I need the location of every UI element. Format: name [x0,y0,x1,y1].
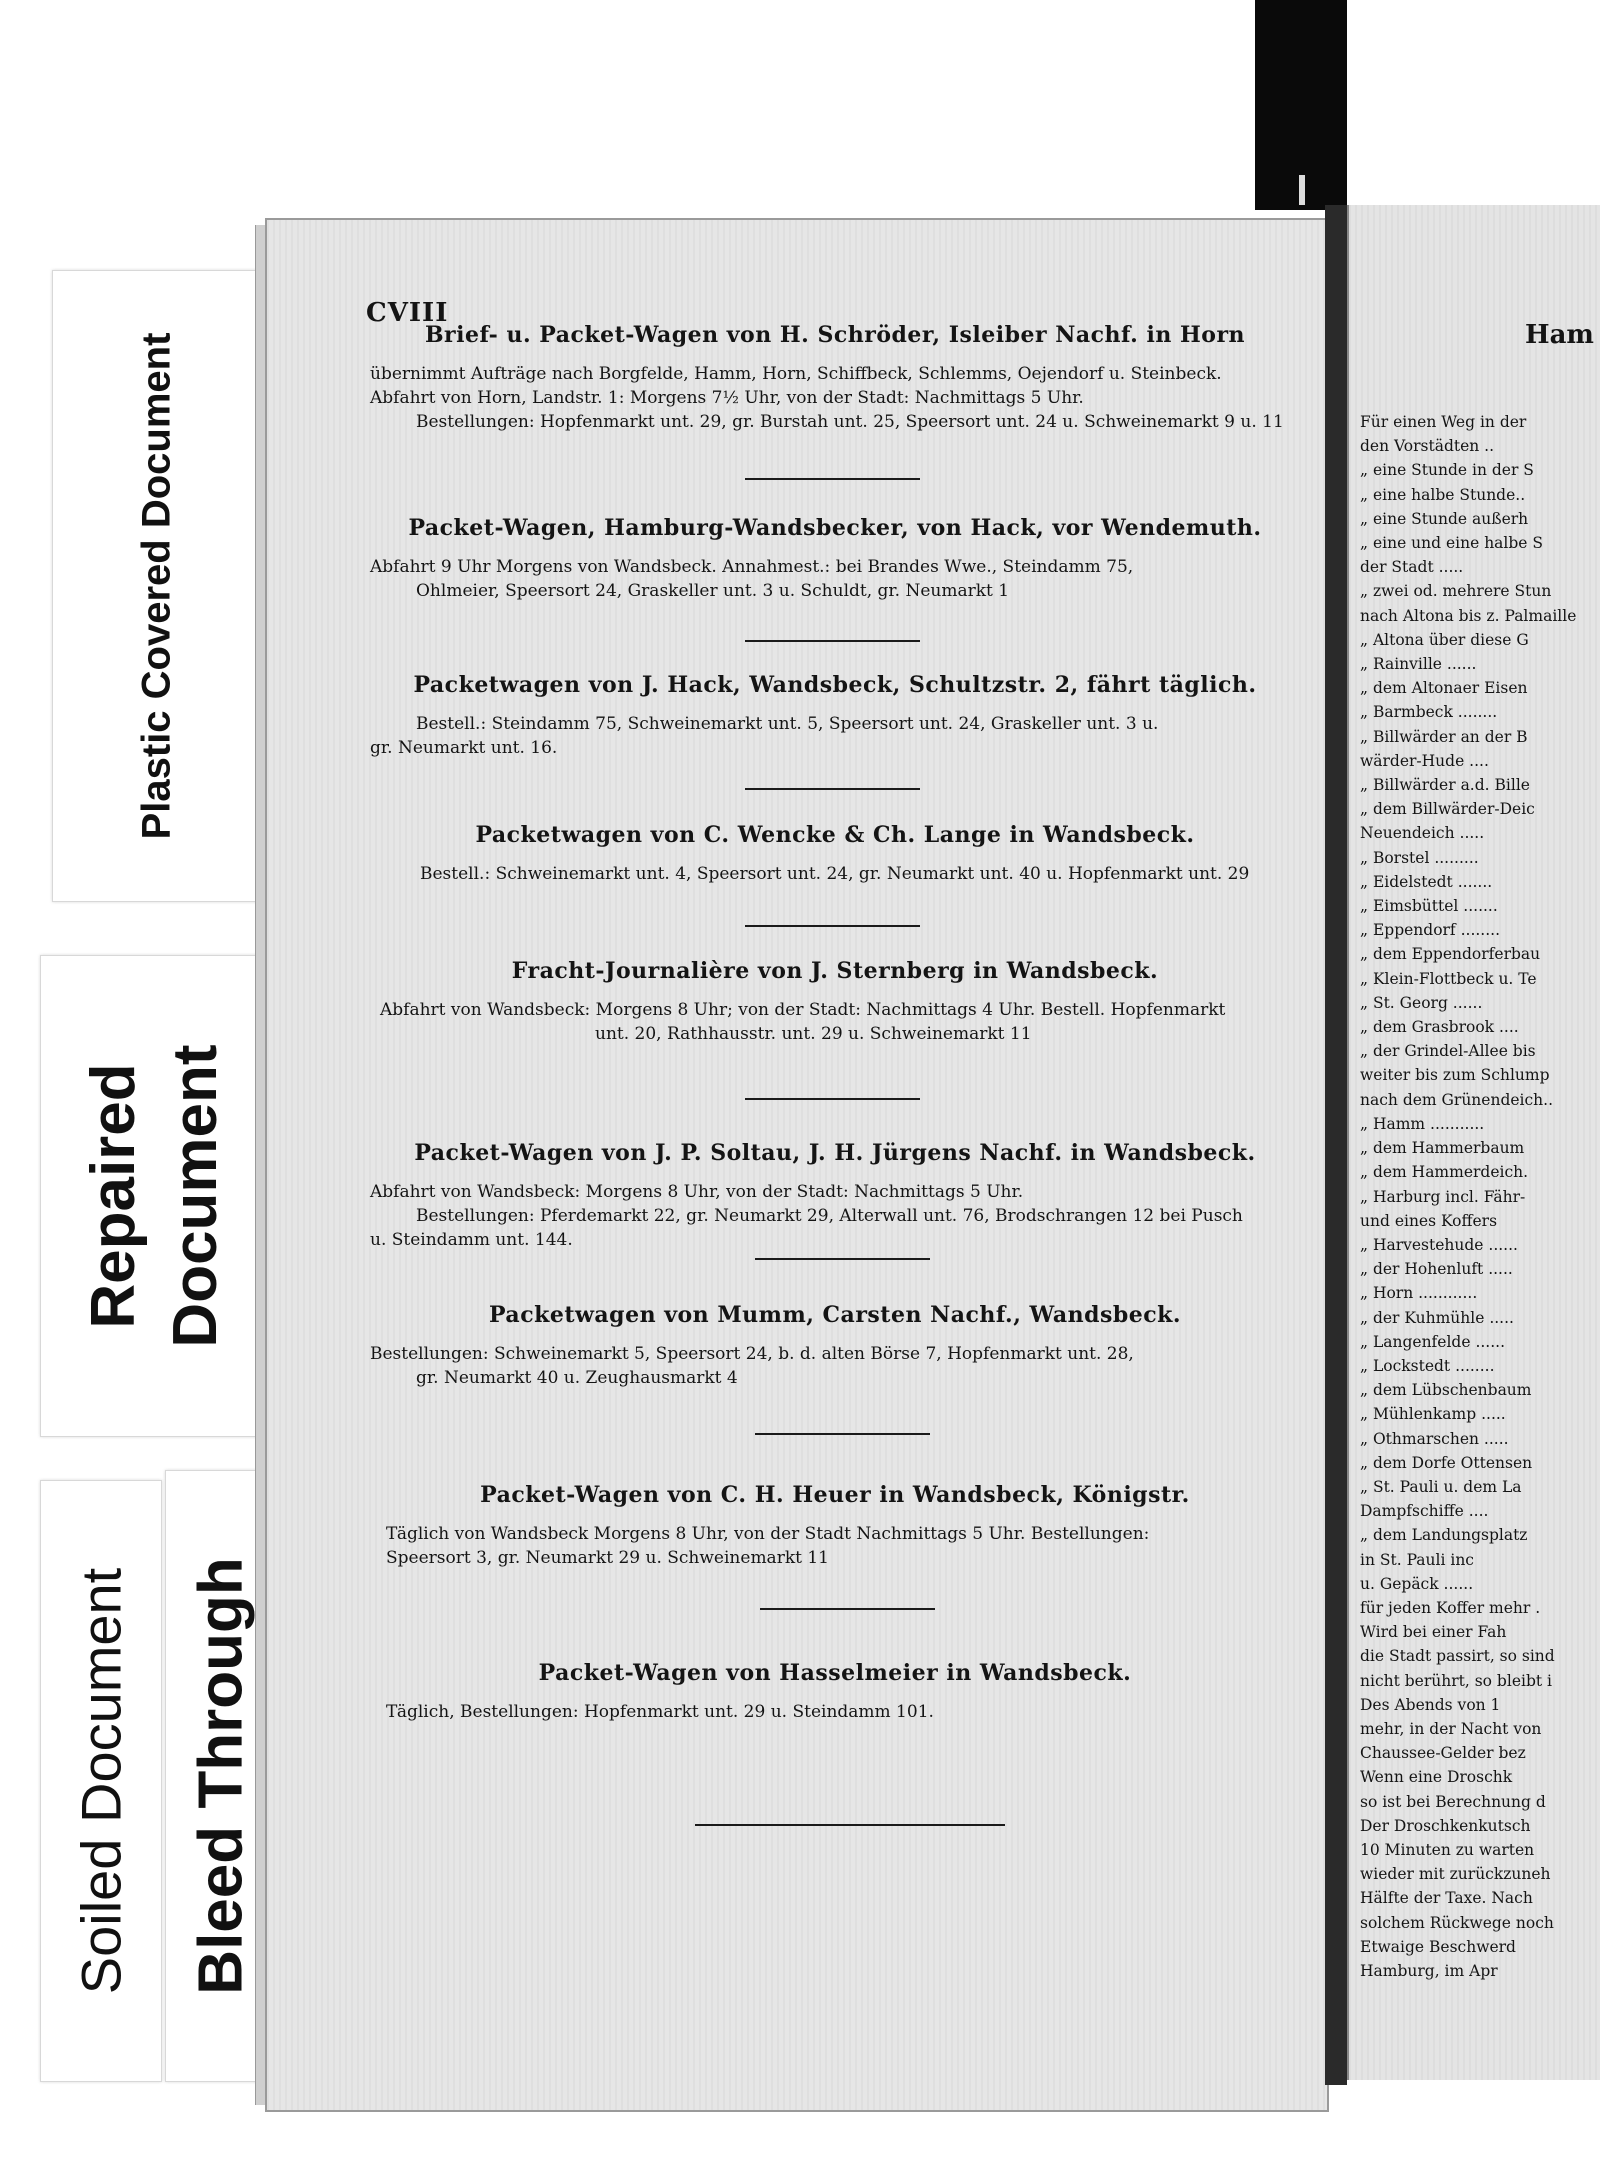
section-line: übernimmt Aufträge nach Borgfelde, Hamm, Horn, Schiffbeck, Schlemms, Oejendorf u. Steinbeck. [370,364,1222,384]
tariff-line: „ Eidelstedt ....... [1360,872,1493,891]
tariff-line: „ Borstel ......... [1360,848,1479,867]
right-page-tariff-list [1360,410,1600,1983]
tariff-line: „ der Hohenluft ..... [1360,1260,1513,1279]
section-hack-wendemuth [370,515,1300,603]
tariff-line: „ dem Altonaer Eisen [1360,679,1528,698]
tariff-line: „ dem Landungsplatz [1360,1526,1528,1545]
section-line: unt. 20, Rathhausstr. unt. 29 u. Schweinemarkt 11 [595,1024,1032,1044]
bar-notch [1299,175,1305,205]
divider-rule [755,1258,930,1260]
tariff-line: „ Langenfelde ...... [1360,1332,1506,1351]
tariff-line: und eines Koffers [1360,1211,1498,1230]
tariff-line: mehr, in der Nacht von [1360,1719,1542,1738]
tariff-line: nach Altona bis z. Palmaille [1360,606,1577,625]
tariff-line: „ St. Pauli u. dem La [1360,1477,1522,1496]
divider-rule [745,1098,920,1100]
tariff-line: „ dem Hammerdeich. [1360,1163,1529,1182]
tariff-line: „ der Grindel-Allee bis [1360,1042,1536,1061]
tariff-line: „ dem Grasbrook .... [1360,1018,1519,1037]
tariff-line: „ Billwärder a.d. Bille [1360,776,1530,795]
label-plastic-text: Plastic Covered Document [134,332,179,840]
right-page-title: Ham [1525,320,1594,350]
tariff-line: der Stadt ..... [1360,558,1464,577]
section-title: Packet-Wagen von J. P. Soltau, J. H. Jürgens Nachf. in Wandsbeck. [414,1140,1256,1166]
tariff-line: „ Othmarschen ..... [1360,1429,1509,1448]
tariff-line: den Vorstädten .. [1360,437,1495,456]
section-line: Abfahrt 9 Uhr Morgens von Wandsbeck. Annahmest.: bei Brandes Wwe., Steindamm 75, [370,557,1134,577]
section-line: Bestellungen: Hopfenmarkt unt. 29, gr. Burstah unt. 25, Speersort unt. 24 u. Schweinemarkt 9 u. 11 [416,412,1284,432]
tariff-line: „ zwei od. mehrere Stun [1360,582,1552,601]
tariff-line: Dampfschiffe .... [1360,1502,1489,1521]
label-repaired-text [73,1044,237,1347]
tariff-line: in St. Pauli inc [1360,1550,1474,1569]
tariff-line: „ Mühlenkamp ..... [1360,1405,1506,1424]
section-mumm [370,1302,1300,1390]
tariff-line: solchem Rückwege noch [1360,1913,1554,1932]
tariff-line: „ Harvestehude ...... [1360,1235,1518,1254]
tariff-line: „ Billwärder an der B [1360,727,1528,746]
label-soiled-document [40,1480,162,2082]
tariff-line: „ eine Stunde außerh [1360,509,1529,528]
section-line: Bestellungen: Schweinemarkt 5, Speersort 24, b. d. alten Börse 7, Hopfenmarkt unt. 28, [370,1344,1134,1364]
tariff-line: Hälfte der Taxe. Nach [1360,1889,1533,1908]
divider-rule [755,1433,930,1435]
section-line: Bestellungen: Pferdemarkt 22, gr. Neumarkt 29, Alterwall unt. 76, Brodschrangen 12 bei Pusch [416,1206,1243,1226]
section-schroeder [370,322,1300,434]
tariff-line: „ Eimsbüttel ....... [1360,897,1498,916]
section-title: Packetwagen von Mumm, Carsten Nachf., Wandsbeck. [488,1302,1182,1328]
section-wencke-lange [370,822,1300,886]
tariff-line: „ Lockstedt ........ [1360,1356,1495,1375]
section-line: Abfahrt von Horn, Landstr. 1: Morgens 7½ Uhr, von der Stadt: Nachmittags 5 Uhr. [370,388,1084,408]
divider-rule [745,788,920,790]
tariff-line: Der Droschkenkutsch [1360,1816,1531,1835]
tariff-line: „ Altona über diese G [1360,630,1529,649]
label-repaired-document [40,955,270,1437]
tariff-line: nach dem Grünendeich.. [1360,1090,1554,1109]
label-soiled-text: Soiled Document [69,1567,133,1995]
tariff-line: „ Rainville ...... [1360,655,1477,674]
tariff-line: „ dem Billwärder-Deic [1360,800,1535,819]
label-repaired-line1: Repaired [79,1063,148,1329]
tariff-line: wärder-Hude .... [1360,751,1489,770]
section-j-hack [370,672,1300,760]
section-title: Packetwagen von J. Hack, Wandsbeck, Schultzstr. 2, fährt täglich. [413,672,1257,698]
section-hasselmeier [370,1660,1300,1724]
section-title: Packet-Wagen von Hasselmeier in Wandsbeck. [538,1660,1132,1686]
section-line: Abfahrt von Wandsbeck: Morgens 8 Uhr; von der Stadt: Nachmittags 4 Uhr. Bestell. Hopfenmarkt [380,1000,1226,1020]
tariff-line: „ dem Dorfe Ottensen [1360,1453,1533,1472]
tariff-line: „ Horn ............ [1360,1284,1478,1303]
tariff-line: „ St. Georg ...... [1360,993,1483,1012]
section-soltau [370,1140,1300,1252]
label-bleed-text: Bleed Through [186,1557,256,1995]
tariff-line: Wird bei einer Fah [1360,1623,1507,1642]
section-line: Speersort 3, gr. Neumarkt 29 u. Schweinemarkt 11 [386,1548,829,1568]
section-title: Packet-Wagen, Hamburg-Wandsbecker, von Hack, vor Wendemuth. [408,515,1262,541]
tariff-line: Für einen Weg in der [1360,413,1527,431]
section-title: Packet-Wagen von C. H. Heuer in Wandsbeck, Königstr. [480,1482,1190,1508]
section-sternberg [370,958,1300,1046]
tariff-line: für jeden Koffer mehr . [1360,1598,1541,1617]
tariff-line: Wenn eine Droschk [1360,1768,1513,1787]
section-line: gr. Neumarkt 40 u. Zeughausmarkt 4 [416,1368,738,1388]
tariff-line: die Stadt passirt, so sind [1360,1647,1555,1666]
label-plastic-covered [52,270,262,902]
section-line: Ohlmeier, Speersort 24, Graskeller unt. 3 u. Schuldt, gr. Neumarkt 1 [416,581,1010,601]
section-line: Abfahrt von Wandsbeck: Morgens 8 Uhr, von der Stadt: Nachmittags 5 Uhr. [370,1182,1024,1202]
divider-rule [760,1608,935,1610]
tariff-line: „ Klein-Flottbeck u. Te [1360,969,1537,988]
tariff-line: „ eine Stunde in der S [1360,461,1534,480]
tariff-line: „ dem Eppendorferbau [1360,945,1541,964]
section-line: Täglich von Wandsbeck Morgens 8 Uhr, von der Stadt Nachmittags 5 Uhr. Bestellungen: [386,1524,1150,1544]
section-line: Täglich, Bestellungen: Hopfenmarkt unt. 29 u. Steindamm 101. [386,1702,934,1722]
tariff-line: „ Hamm ........... [1360,1114,1485,1133]
tariff-line: Des Abends von 1 [1360,1695,1501,1714]
tariff-line: „ Eppendorf ........ [1360,921,1501,940]
closing-rule [695,1824,1005,1826]
tariff-line: „ Barmbeck ........ [1360,703,1498,722]
divider-rule [745,478,920,480]
tariff-line: so ist bei Berechnung d [1360,1792,1546,1811]
divider-rule [745,640,920,642]
tariff-line: Hamburg, im Apr [1360,1962,1498,1980]
section-line: Bestell.: Steindamm 75, Schweinemarkt unt. 5, Speersort unt. 24, Graskeller unt. 3 u. [416,714,1159,734]
tariff-line: Etwaige Beschwerd [1360,1937,1516,1956]
divider-rule [745,925,920,927]
label-repaired-line2: Document [161,1044,230,1348]
tariff-line: 10 Minuten zu warten [1360,1840,1535,1859]
tariff-line: „ dem Hammerbaum [1360,1139,1525,1158]
section-title: Fracht-Journalière von J. Sternberg in Wandsbeck. [511,958,1159,984]
tariff-line: weiter bis zum Schlump [1360,1066,1550,1085]
tariff-line: u. Gepäck ...... [1360,1574,1474,1593]
section-title: Packetwagen von C. Wencke & Ch. Lange in Wandsbeck. [475,822,1195,848]
section-line: u. Steindamm unt. 144. [370,1230,573,1250]
scanner-black-bar [1255,0,1347,210]
tariff-line: Chaussee-Gelder bez [1360,1744,1526,1763]
tariff-line: „ eine halbe Stunde.. [1360,485,1526,504]
tariff-line: wieder mit zurückzuneh [1360,1865,1551,1884]
tariff-line: nicht berührt, so bleibt i [1360,1671,1552,1690]
book-gutter [1325,205,1347,2085]
tariff-line: „ der Kuhmühle ..... [1360,1308,1514,1327]
section-line: gr. Neumarkt unt. 16. [370,738,558,758]
tariff-line: Neuendeich ..... [1360,824,1485,843]
tariff-line: „ Harburg incl. Fähr- [1360,1187,1526,1206]
section-title: Brief- u. Packet-Wagen von H. Schröder, Isleiber Nachf. in Horn [424,322,1246,348]
section-line: Bestell.: Schweinemarkt unt. 4, Speersort unt. 24, gr. Neumarkt unt. 40 u. Hopfenmarkt unt. 29 [420,864,1250,884]
section-heuer [370,1482,1300,1570]
tariff-line: „ eine und eine halbe S [1360,534,1544,553]
page-number: CVIII [366,298,449,328]
tariff-line: „ dem Lübschenbaum [1360,1381,1532,1400]
